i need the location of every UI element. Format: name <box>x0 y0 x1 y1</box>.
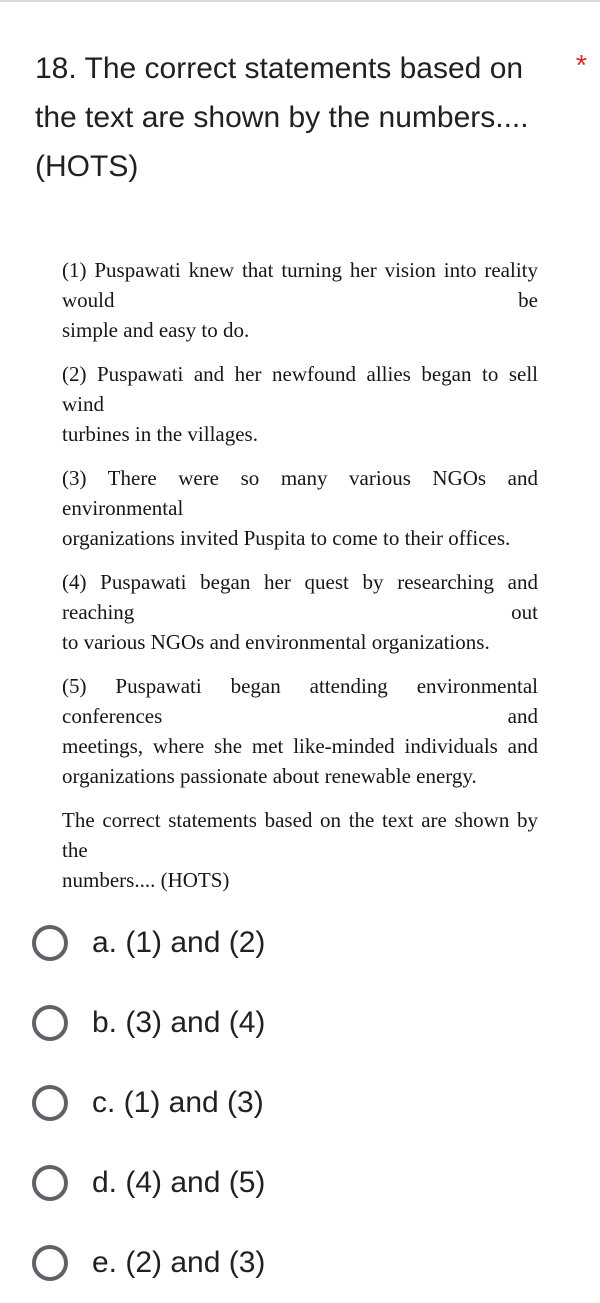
closing-question-line <box>62 805 538 895</box>
radio-button-a[interactable] <box>32 925 68 961</box>
passage-line: (5) Puspawati began attending environmental conferences and <box>62 674 538 728</box>
question-title-line: (HOTS) <box>35 150 139 183</box>
question-title-line: 18. The correct statements based on <box>35 52 524 85</box>
option-row-b[interactable] <box>0 983 600 1063</box>
option-label-d: d. (4) and (5) <box>92 1166 266 1199</box>
passage-line: numbers.... (HOTS) <box>62 868 230 892</box>
passage-line: to various NGOs and environmental organizations. <box>62 630 490 654</box>
option-label-b: b. (3) and (4) <box>92 1006 266 1039</box>
passage-line: organizations invited Puspita to come to their offices. <box>62 526 511 550</box>
radio-button-d[interactable] <box>32 1165 68 1201</box>
passage-line: simple and easy to do. <box>62 318 250 342</box>
option-row-e[interactable] <box>0 1223 600 1303</box>
passage-line: The correct statements based on the text are shown by the <box>62 808 538 862</box>
option-label-a: a. (1) and (2) <box>92 926 266 959</box>
statement-5 <box>62 671 538 791</box>
option-row-d[interactable] <box>0 1143 600 1223</box>
required-asterisk: * <box>575 50 587 82</box>
passage-line: (2) Puspawati and her newfound allies began to sell wind <box>62 362 538 416</box>
radio-button-e[interactable] <box>32 1245 68 1281</box>
option-row-a[interactable] <box>0 903 600 983</box>
statement-3 <box>62 463 538 553</box>
radio-button-b[interactable] <box>32 1005 68 1041</box>
option-label-e: e. (2) and (3) <box>92 1246 266 1279</box>
option-row-c[interactable] <box>0 1063 600 1143</box>
passage-line: (3) There were so many various NGOs and environmental <box>62 466 538 520</box>
statement-4 <box>62 567 538 657</box>
passage-line: organizations passionate about renewable energy. <box>62 764 477 788</box>
statement-2 <box>62 359 538 449</box>
question-title-line: the text are shown by the numbers.... <box>35 101 529 134</box>
question-title <box>0 2 600 191</box>
passage-text-image <box>62 255 538 895</box>
answer-options <box>0 903 600 1303</box>
passage-line: (1) Puspawati knew that turning her vision into reality would be <box>62 258 538 312</box>
passage-line: meetings, where she met like-minded individuals and <box>62 734 538 758</box>
option-label-c: c. (1) and (3) <box>92 1086 264 1119</box>
statement-1 <box>62 255 538 345</box>
passage-line: turbines in the villages. <box>62 422 258 446</box>
passage-line: (4) Puspawati began her quest by researching and reaching out <box>62 570 538 624</box>
